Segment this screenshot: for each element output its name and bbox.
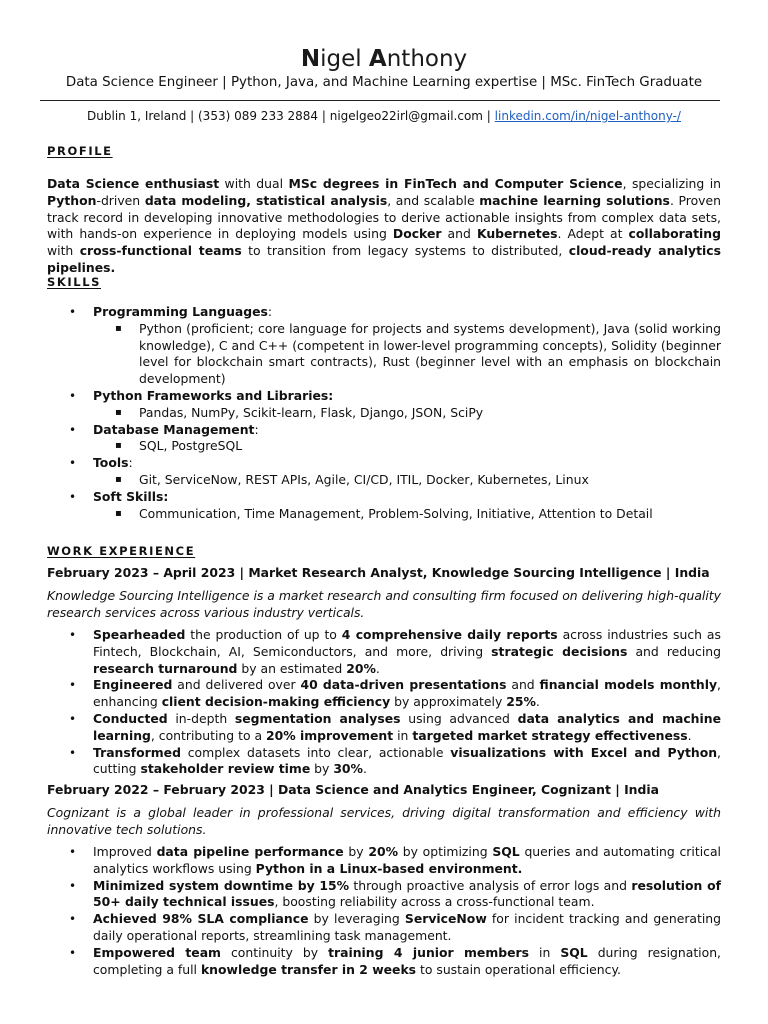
- achievement-text-run: targeted market strategy effectiveness: [412, 727, 688, 743]
- skill-category-label: Tools: [93, 455, 129, 471]
- skill-items: [93, 506, 721, 523]
- achievement-text-run: 4 comprehensive daily reports: [341, 627, 558, 642]
- skill-items: [93, 472, 721, 489]
- skill-category-label: Python Frameworks and Libraries:: [93, 387, 334, 403]
- achievement-text-run: Minimized system downtime by 15%: [93, 877, 350, 893]
- profile-heading: PROFILE: [47, 144, 113, 158]
- profile-text-run: Docker: [392, 226, 442, 242]
- achievement-bullet: [47, 677, 721, 711]
- achievement-text-run: 20%: [368, 844, 398, 859]
- achievement-bullet: [47, 878, 721, 912]
- achievement-text-run: resolution of 50+ daily technical issues: [93, 877, 721, 910]
- achievement-text-run: ServiceNow: [404, 911, 487, 927]
- skill-item: ▪ Python (proficient; core language for projects and systems development), Java (solid working knowledge), C and C++ (competent in lower-level programming concepts), Solidity (beginner level for blockchain smart contracts), Rust (beginner level with an emphasis on blockchain development): [93, 321, 721, 388]
- achievement-text-run: and delivered over: [172, 677, 301, 693]
- achievement-text-run: for incident tracking and generating daily operational reports, streamlining task management.: [93, 911, 722, 943]
- linkedin-link[interactable]: linkedin.com/in/nigel-anthony-/: [494, 109, 681, 123]
- skill-category: [47, 489, 721, 523]
- achievement-text-run: using advanced: [400, 710, 518, 726]
- skill-category: [47, 304, 721, 388]
- achievement-bullet: [47, 745, 721, 779]
- achievement-text-run: Spearheaded: [93, 627, 186, 642]
- profile-text-run: with: [47, 243, 80, 259]
- achievement-text-run: .: [535, 694, 540, 710]
- skill-items: [93, 321, 721, 388]
- profile-text-run: . Adept at: [557, 226, 629, 242]
- skill-item: ▪ Git, ServiceNow, REST APIs, Agile, CI/CD, ITIL, Docker, Kubernetes, Linux: [93, 472, 721, 489]
- profile-text-run: machine learning solutions: [479, 192, 670, 208]
- skill-category-label: Database Management: [93, 421, 255, 437]
- achievement-text-run: Achieved 98% SLA compliance: [93, 911, 309, 927]
- achievement-text-run: in: [529, 944, 561, 960]
- achievement-text-run: client decision-making efficiency: [161, 694, 391, 710]
- skill-category-label: Soft Skills:: [93, 488, 169, 504]
- achievement-text-run: .: [362, 761, 367, 777]
- profile-text-run: -driven: [96, 192, 145, 208]
- achievement-text-run: continuity by: [220, 944, 329, 960]
- contact-line: [0, 108, 768, 124]
- achievement-text-run: and: [506, 677, 540, 693]
- profile-text-run: , and scalable: [387, 192, 480, 208]
- profile-text-run: , specializing in: [622, 176, 722, 191]
- skill-items: [93, 438, 721, 455]
- achievement-text-run: stakeholder review time: [140, 761, 311, 777]
- achievement-text-run: , boosting reliability across a cross-functional team.: [274, 894, 595, 910]
- profile-text-run: collaborating: [628, 226, 721, 242]
- achievement-text-run: complex datasets into clear, actionable: [180, 744, 451, 760]
- achievement-bullet: [47, 844, 721, 878]
- achievement-text-run: by approximately: [390, 694, 507, 710]
- achievement-text-run: the production of up to: [185, 627, 342, 642]
- skill-category: [47, 388, 721, 422]
- candidate-name: Nigel Anthony: [300, 46, 468, 72]
- achievement-text-run: .: [687, 727, 692, 743]
- achievement-text-run: across industries such as Fintech, Blockchain, AI, Semiconductors, and more, driving: [93, 627, 721, 659]
- job-1-description: Knowledge Sourcing Intelligence is a market research and consulting firm focused on delivering high-quality research services across various industry verticals.: [47, 588, 721, 620]
- skills-heading: SKILLS: [47, 275, 102, 289]
- skill-item: ▪ Pandas, NumPy, Scikit-learn, Flask, Django, JSON, SciPy: [93, 405, 721, 422]
- achievement-text-run: 30%: [333, 761, 363, 777]
- profile-text-run: Data Science enthusiast: [47, 176, 220, 191]
- achievement-text-run: knowledge transfer in 2 weeks: [200, 961, 417, 977]
- profile-text-run: with dual: [219, 176, 289, 191]
- achievement-text-run: segmentation analyses: [234, 710, 401, 726]
- achievement-text-run: strategic decisions: [491, 643, 628, 659]
- skills-list: [47, 304, 721, 522]
- profile-text-run: and: [441, 226, 477, 242]
- skill-category-suffix: :: [267, 304, 273, 319]
- achievement-bullet: [47, 627, 721, 677]
- achievement-text-run: Improved: [93, 844, 157, 859]
- achievement-text-run: during resignation, completing a full: [93, 944, 721, 977]
- job-2-header: February 2022 – February 2023 | Data Science and Analytics Engineer, Cognizant | India: [47, 782, 659, 797]
- profile-text-run: to transition from legacy systems to distributed,: [241, 243, 569, 259]
- achievement-text-run: by an estimated: [237, 660, 347, 676]
- skill-category: [47, 455, 721, 489]
- achievement-text-run: data pipeline performance: [156, 844, 344, 859]
- profile-text-run: MSc degrees in FinTech and Computer Science: [288, 176, 623, 191]
- header-divider: [40, 100, 720, 101]
- achievement-text-run: by leveraging: [308, 911, 405, 927]
- achievement-text-run: financial models monthly: [539, 677, 718, 693]
- achievement-text-run: Transformed: [93, 744, 181, 760]
- skill-category-suffix: :: [254, 421, 259, 437]
- skill-category-suffix: :: [128, 455, 133, 471]
- achievement-text-run: Engineered: [93, 677, 173, 693]
- profile-text-run: cloud-ready analytics pipelines.: [47, 243, 721, 275]
- achievement-text-run: by: [343, 844, 369, 859]
- professional-title: Data Science Engineer | Python, Java, and Machine Learning expertise | MSc. FinTech Graduate: [65, 75, 703, 90]
- job-2-bullets: [47, 844, 721, 978]
- achievement-text-run: queries and automating critical analytics workflows using: [93, 844, 721, 876]
- achievement-text-run: Python in a Linux-based environment.: [255, 860, 523, 876]
- achievement-text-run: .: [375, 660, 380, 676]
- achievement-text-run: by optimizing: [398, 844, 493, 859]
- achievement-text-run: 40 data-driven presentations: [300, 677, 507, 693]
- job-1-header: February 2023 – April 2023 | Market Research Analyst, Knowledge Sourcing Intelligence | India: [47, 565, 710, 580]
- skill-items: [93, 405, 721, 422]
- achievement-bullet: [47, 911, 721, 945]
- achievement-text-run: SQL: [560, 944, 588, 960]
- skill-category: [47, 422, 721, 456]
- achievement-text-run: training 4 junior members: [328, 944, 530, 960]
- profile-text-run: cross-functional teams: [79, 243, 242, 259]
- contact-details: Dublin 1, Ireland | (353) 089 233 2884 | nigelgeo22irl@gmail.com |: [87, 109, 495, 123]
- achievement-text-run: 25%: [506, 694, 536, 710]
- profile-text-run: data modeling, statistical analysis: [144, 192, 388, 208]
- job-2-description: Cognizant is a global leader in professional services, driving digital transformation and efficiency with innovative tech solutions.: [47, 805, 721, 837]
- skill-item: ▪ Communication, Time Management, Problem-Solving, Initiative, Attention to Detail: [93, 506, 721, 523]
- job-1-bullets: [47, 627, 721, 778]
- achievement-text-run: by: [310, 761, 334, 777]
- achievement-text-run: through proactive analysis of error logs and: [349, 877, 632, 893]
- achievement-text-run: Conducted: [93, 710, 168, 726]
- profile-text-run: Python: [47, 192, 97, 208]
- achievement-text-run: SQL: [492, 844, 520, 859]
- profile-text-run: . Proven track record in developing innovative methodologies to derive actionable insights from complex data sets, with hands-on experience in deploying models using: [47, 192, 721, 242]
- achievement-text-run: and reducing: [627, 643, 721, 659]
- achievement-text-run: , enhancing: [93, 677, 721, 710]
- achievement-text-run: visualizations with Excel and Python: [450, 744, 718, 760]
- skill-item: ▪ SQL, PostgreSQL: [93, 438, 721, 455]
- work-experience-heading: WORK EXPERIENCE: [47, 544, 196, 558]
- achievement-text-run: to sustain operational efficiency.: [416, 961, 621, 977]
- achievement-text-run: data analytics and machine learning: [93, 710, 721, 743]
- achievement-bullet: [47, 711, 721, 745]
- achievement-text-run: , cutting: [93, 744, 721, 777]
- achievement-text-run: , contributing to a: [150, 727, 266, 743]
- achievement-text-run: research turnaround: [93, 660, 238, 676]
- profile-text-run: Kubernetes: [476, 226, 558, 242]
- achievement-text-run: 20% improvement: [266, 727, 394, 743]
- skill-category-label: Programming Languages: [93, 304, 268, 319]
- achievement-text-run: 20%: [346, 660, 376, 676]
- achievement-text-run: in: [393, 727, 413, 743]
- profile-summary: [47, 176, 721, 277]
- achievement-text-run: Empowered team: [93, 944, 221, 960]
- achievement-text-run: in-depth: [167, 710, 235, 726]
- achievement-bullet: [47, 945, 721, 979]
